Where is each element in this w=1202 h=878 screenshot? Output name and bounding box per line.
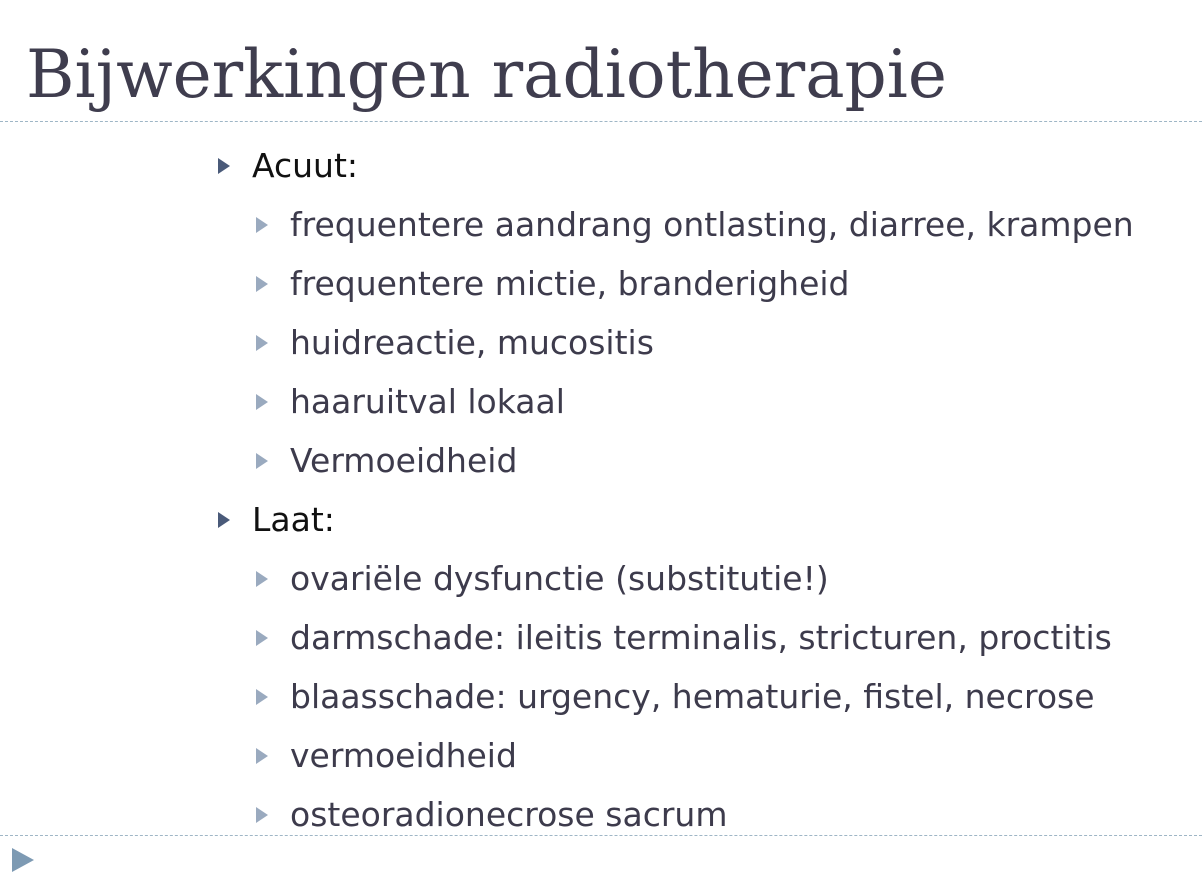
list-item [218,435,1188,494]
list-item [218,730,1188,789]
section-heading-label: Acuut: [252,146,359,185]
list-item-label: ovariële dysfunctie (substitutie!) [290,559,829,598]
triangle-right-icon [256,807,268,823]
list-item [218,612,1188,671]
list-item-label: darmschade: ileitis terminalis, stricturen, proctitis [290,618,1112,657]
list-item-label: huidreactie, mucositis [290,323,654,362]
triangle-right-icon [256,394,268,410]
list-item [218,671,1188,730]
list-item-label: haaruitval lokaal [290,382,565,421]
list-item [218,553,1188,612]
triangle-right-icon [256,453,268,469]
title-divider [0,121,1202,122]
section-heading-label: Laat: [252,500,335,539]
triangle-right-icon [256,217,268,233]
list-item-label: frequentere mictie, branderigheid [290,264,850,303]
list-item-label: Vermoeidheid [290,441,518,480]
triangle-right-icon [256,571,268,587]
list-item-label: vermoeidheid [290,736,517,775]
triangle-right-icon [256,335,268,351]
list-item [218,317,1188,376]
section-heading-acuut [218,140,1188,199]
section-heading-laat [218,494,1188,553]
footer-divider [0,835,1202,836]
slide-content [218,140,1188,848]
triangle-right-icon [256,276,268,292]
list-item-label: osteoradionecrose sacrum [290,795,728,834]
triangle-right-icon [218,512,230,528]
list-item [218,199,1188,258]
slide-title: Bijwerkingen radiotherapie [26,36,947,113]
triangle-right-icon [256,748,268,764]
list-item [218,789,1188,848]
list-item [218,258,1188,317]
list-item-label: blaasschade: urgency, hematurie, fistel, necrose [290,677,1095,716]
triangle-right-icon [256,689,268,705]
triangle-right-icon [256,630,268,646]
list-item-label: frequentere aandrang ontlasting, diarree, krampen [290,205,1134,244]
triangle-right-icon [218,158,230,174]
list-item [218,376,1188,435]
play-next-icon[interactable] [12,848,34,872]
